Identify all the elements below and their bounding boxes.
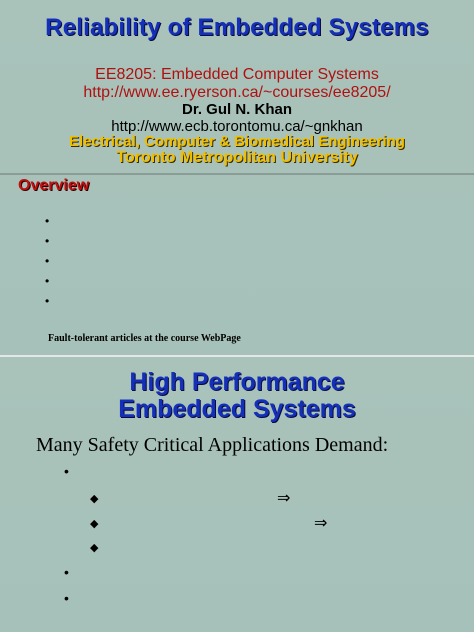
sub-bullet-1: ◆	[90, 493, 99, 505]
arrow-2: ⇒	[314, 513, 328, 532]
bullet-2: •	[45, 234, 50, 248]
slide-title: Reliability of Embedded Systems	[45, 14, 429, 41]
section-heading: Overview	[18, 177, 90, 194]
bullet-2: •	[64, 564, 69, 580]
course-url: http://www.ee.ryerson.ca/~courses/ee8205/	[83, 84, 391, 101]
divider	[0, 173, 474, 175]
footnote: Fault-tolerant articles at the course WebPage	[48, 333, 241, 344]
bullet-1: •	[45, 214, 50, 228]
bullet-5: •	[45, 294, 50, 308]
sub-bullet-2: ◆	[90, 518, 99, 530]
author-name: Dr. Gul N. Khan	[181, 101, 292, 118]
bullet-1: •	[64, 463, 69, 479]
course-name: EE8205: Embedded Computer Systems	[95, 66, 379, 83]
bullet-3: •	[45, 254, 50, 268]
author-url: http://www.ecb.torontomu.ca/~gnkhan	[111, 118, 363, 135]
bullet-3: •	[64, 590, 69, 606]
department: Electrical, Computer & Biomedical Engineering	[69, 133, 405, 150]
title-line-2: Embedded Systems	[118, 395, 356, 423]
title-line-1: High Performance	[129, 368, 345, 396]
subheading: Many Safety Critical Applications Demand:	[36, 434, 389, 456]
sub-bullet-3: ◆	[90, 542, 99, 554]
slide-title	[0, 369, 474, 423]
bullet-4: •	[45, 274, 50, 288]
university: Toronto Metropolitan University	[116, 149, 358, 166]
slide-high-performance	[0, 357, 474, 632]
arrow-1: ⇒	[277, 488, 291, 507]
